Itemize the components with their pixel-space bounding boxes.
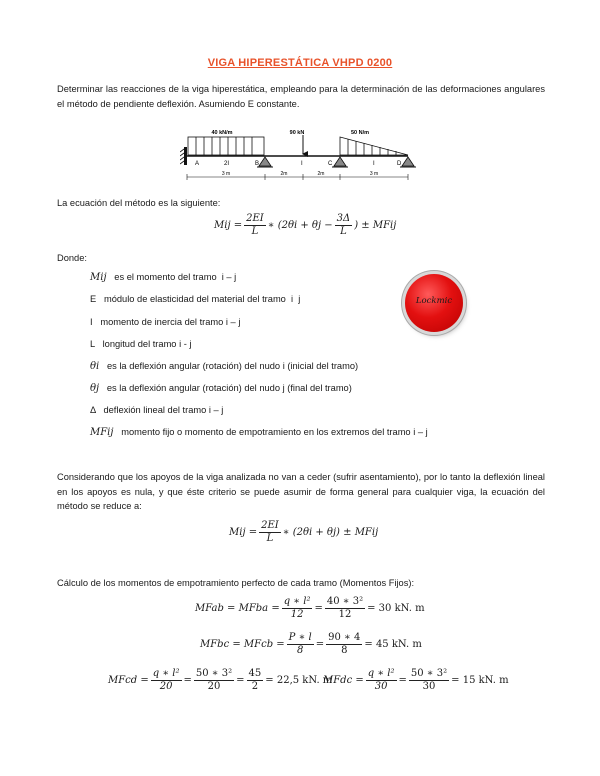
mf-bc-equation: MFbc = MFcb = $\frac{P ∗ l}{8}$ = $\frac{90 ∗ 4}{8}$ = 45 kN. m: [200, 632, 422, 656]
equation-reduced: [229, 520, 378, 545]
node-c: C: [328, 161, 333, 167]
definition-item: Mij es el momento del tramo i – j: [90, 272, 237, 283]
definition-item: E módulo de elasticidad del material del tramo i j: [90, 294, 301, 304]
eq2-lhs: Mij =: [229, 527, 258, 538]
definition-item: I momento de inercia del tramo i – j: [90, 317, 241, 327]
definition-item: L longitud del tramo i - j: [90, 339, 192, 349]
dim-2: 2m: [280, 171, 288, 177]
eq1-lhs: Mij =: [214, 220, 243, 231]
triangular-load-cd: [340, 137, 408, 155]
node-d: D: [397, 161, 402, 167]
load-p-label: 90 kN: [289, 130, 305, 136]
definition-item: θj es la deflexión angular (rotación) del nudo j (final del tramo): [90, 383, 352, 394]
node-a: A: [195, 161, 200, 167]
beam-diagram: [180, 125, 420, 185]
author-logo: [405, 274, 463, 332]
dim-4: 3 m: [369, 171, 379, 177]
support-d: [402, 157, 414, 166]
mf-cd-equation: MFcd = $\frac{\text{q ∗ l²}}{20}$ = $\frac{\text{50 ∗ 3²}}{20}$ = $\frac{45}{2}$ = 22,5 kN. m: [108, 668, 333, 692]
mf-dc-equation: MFdc = $\frac{\text{q ∗ l²}}{30}$ = $\frac{\text{50 ∗ 3²}}{30}$ = 15 kN. m: [323, 668, 509, 692]
fixed-moments-intro: Cálculo de los momentos de empotramiento perfecto de cada tramo (Momentos Fijos):: [57, 578, 415, 588]
inertia-ab: 2I: [224, 161, 230, 167]
problem-statement: Determinar las reacciones de la viga hiperestática, empleando para la determinación de las deformaciones angulares el método de pendiente deflexión. Asumiendo E constante.: [57, 84, 545, 109]
eq2-fraction: $\frac{2EI}{L}$: [261, 520, 279, 544]
load-ab-label: 40 kN/m: [211, 130, 233, 136]
equation-full: [214, 213, 396, 238]
donde-label: Donde:: [57, 253, 87, 263]
udl-ab: [188, 137, 264, 155]
eq1-fraction: $\frac{2EI}{L}$: [246, 213, 264, 237]
support-c: [334, 157, 346, 166]
support-b: [259, 157, 271, 166]
definition-item: Δ deflexión lineal del tramo i – j: [90, 405, 224, 415]
inertia-bc: I: [301, 161, 303, 167]
definition-item: MFij momento fijo o momento de empotramiento en los extremos del tramo i – j: [90, 427, 428, 438]
equation-intro: La ecuación del método es la siguiente:: [57, 198, 221, 208]
paragraph-reduction: Considerando que los apoyos de la viga analizada no van a ceder (sufrir asentamiento), por lo tanto la deflexión lineal en los apoyos es nula, y que éste criterio se puede asumir de forma general para cualquier viga, la ecuación del método se reduce a:: [57, 472, 545, 511]
logo-text: Lockmic: [415, 296, 453, 306]
page-title: VIGA HIPERESTÁTICA VHPD 0200: [207, 57, 393, 69]
fixed-support-a: [184, 147, 187, 165]
eq1-mid: ∗ (2θi + θj −: [267, 220, 333, 231]
inertia-cd: I: [373, 161, 375, 167]
eq1-fraction-2: $\frac{3\Delta}{L}$: [336, 213, 351, 237]
mf-ab-equation: MFab = MFba = $\frac{\text{q ∗ l²}}{12}$ = $\frac{\text{40 ∗ 3²}}{12}$ = 30 kN. m: [195, 596, 425, 620]
eq1-tail: ) ± MFij: [354, 220, 397, 231]
definition-item: θi es la deflexión angular (rotación) del nudo i (inicial del tramo): [90, 361, 359, 372]
dim-1: 3 m: [221, 171, 231, 177]
node-b: B: [255, 161, 260, 167]
dim-3: 2m: [317, 171, 325, 177]
eq2-tail: ∗ (2θi + θj) ± MFij: [282, 527, 379, 538]
load-cd-label: 50 N/m: [350, 130, 370, 136]
